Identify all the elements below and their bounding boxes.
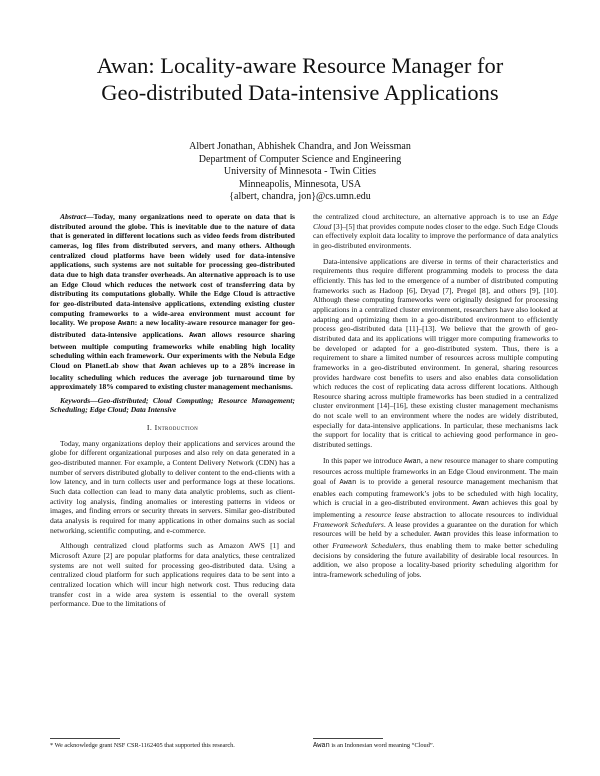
right-p2-framework-schedulers-2: Framework Schedulers: [332, 541, 405, 550]
author-block: [100, 141, 500, 204]
author-department: Department of Computer Science and Engineering: [198, 153, 402, 165]
right-p2-text-a: In this paper we introduce: [323, 455, 405, 465]
title-line-1: Awan: Locality-aware Resource Manager for: [96, 53, 504, 78]
abstract-text-2: : a new locality-aware resource manager for geo-distributed data-intensive applications.: [50, 318, 295, 339]
keywords: [50, 396, 295, 415]
right-p2-text-c: is to provide a general resource management mechanism that enables each computing framework’s jobs to be scheduled with high locality, which is crucial in a geo-distributed environment.: [313, 477, 558, 508]
abstract-text-3: allows resource sharing between multiple computing frameworks while enabling high locality scheduling within each framework. Our experiments with the Nebula Edge Cloud on PlanetLab show that: [50, 329, 295, 370]
right-paragraph-1: Data-intensive applications are diverse in terms of their characteristics and requirements thus require different programming models to process the data efficiently. This has led to the emergence of a number of distributed computing frameworks such as Hadoop [6], Dryad [7], Pregel [8], and others [9], [10]. Although these computing frameworks were originally designed for processing applications in a centralized cluster environment, researchers have also looked at adapting and optimizing them in a geo-distributed environment to efficiently process geo-distributed data [11]–[13]. We believe that the growth of geo-distributed data and its applications will trigger more computing frameworks to be developed or adapted for a geo-distributed system. Thus, there is a requirement to share a limited number of resources across multiple computing frameworks in a geo-distributed environment. In general, sharing resources provides hardware cost benefits to users and also enables data consolidation which reduces the cost of replicating data across different locations. Although Resource sharing across multiple frameworks has been studied in a centralized cluster environment [14]–[16], these existing cluster management mechanisms do not scale well to an environment where the nodes are widely distributed, especially for data-intensive applications. In particular, these mechanisms lack the support for locality that is critical to achieving good performance in geo-distributed settings.: [313, 256, 558, 450]
keywords-label: Keywords: [60, 395, 91, 405]
right-p2-text-e: abstraction to allocate resources to individual: [409, 510, 558, 520]
section-title: Introduction: [154, 423, 199, 433]
right-p2-awan-2: Awan: [339, 479, 357, 488]
footnote-right-text: is an Indonesian word meaning “Cloud”.: [329, 742, 435, 749]
right-p2-text-f: . A lease provides a guarantee on the duration for which resources will be held by a scheduler.: [313, 519, 558, 539]
right-p0-edge-cloud: Edge Cloud: [313, 212, 558, 231]
right-p2-awan-4: Awan: [433, 531, 451, 540]
title-line-2: Geo-distributed Data-intensive Applications: [101, 80, 499, 105]
footnote-awan: Awan: [313, 742, 330, 750]
footnote-right: [313, 742, 558, 750]
intro-paragraph-1: Today, many organizations deploy their applications and services around the globe for different organizational purposes and also rely on data generated in a geo-distributed manner. For example, a Content Delivery Network (CDN) has a number of servers distributed globally to deliver content to the end-clients with a low latency, and in turn collects user and performance logs at these locations. Such data collection can lead to many data analytic problems, such as client-activity log analysis, finding anomalies or interesting patterns in videos or images, and finding errors or security threats in servers. Similar geo-distributed data analysis is required for many applications in other domains such as social networking, scientific computing, and e-commerce.: [50, 438, 295, 535]
right-p2-awan-3: Awan: [472, 500, 489, 509]
right-p2-text-g: provides this lease information to other: [313, 529, 559, 550]
author-names: Albert Jonathan, Abhishek Chandra, and Jon Weissman: [189, 141, 411, 152]
abstract-dash: —: [86, 212, 94, 221]
right-p2-framework-schedulers: Framework Schedulers: [313, 519, 384, 529]
paper-title: [40, 52, 560, 106]
right-p2-text-b: , a new resource manager to share computing resources across multiple frameworks in an Edge Cloud environment. The main goal of: [313, 455, 558, 487]
intro-paragraph-2: Although centralized cloud platforms such as Amazon AWS [1] and Microsoft Azure [2] are popular platforms for data analytics, these centralized systems are not well suited for processing geo-distributed data. Using a centralized cloud platform for such applications requires data to be sent into a centralized location which will incur high network cost. Thus reducing data transfer cost in a wide area system is essential to the overall system performance. Due to the limitations of: [50, 541, 295, 609]
right-p2-text-d: achieves this goal by implementing a: [313, 498, 558, 520]
left-column: [50, 212, 295, 609]
author-university: University of Minnesota - Twin Cities: [223, 166, 377, 177]
right-p0-text-a: the centralized cloud architecture, an alternative approach is to use an: [313, 212, 543, 221]
abstract-text-1: Today, many organizations need to operate on data that is distributed around the globe. This is inevitable due to the nature of data that is generated in different locations such as video feeds from distributed cameras, log files from distributed servers, and many others. Although centralized cloud platforms have been widely used for data-intensive applications, such systems are not suitable for processing geo-distributed data due to high data transfer overheads. An alternative approach is to use an Edge Cloud which reduces the network cost of transferring data by distributing its computations globally. While the Edge Cloud is attractive for geo-distributed data-intensive applications, extending existing cluster computing frameworks to a wide-area environment must account for locality. We propose: [50, 212, 295, 328]
abstract-label: Abstract: [60, 212, 86, 221]
footnote-left: * We acknowledge grant NSF CSR-1162405 that supported this research.: [50, 742, 235, 749]
abstract-awan-2: Awan: [189, 331, 206, 340]
abstract-awan-3: Awan: [159, 362, 176, 371]
keywords-text: —Geo-distributed; Cloud Computing; Resource Management; Scheduling; Edge Cloud; Data Intensive: [50, 395, 295, 415]
abstract-text-4: achieves up to a 28% increase in locality scheduling which reduces the average job turnaround time by approximately 18% compared to existing cluster management mechanisms.: [50, 360, 295, 392]
right-p2-resource-lease: resource lease: [365, 510, 410, 520]
right-p0-text-c: [3]–[5] that provides compute nodes closer to the edge. Such Edge Clouds can effectively exploit data locality to improve the performance of data analytics in geo-distributed environments.: [313, 221, 558, 250]
right-paragraph-0: [313, 212, 558, 251]
author-email: {albert, chandra, jon}@cs.umn.edu: [229, 191, 371, 202]
author-city: Minneapolis, Minnesota, USA: [238, 178, 362, 190]
right-p2-text-h: , thus enabling them to make better scheduling decisions by considering the future availability of desirable local resources. In addition, we also propose a locality-based priority scheduling algorithm for intra-framework scheduling of jobs.: [313, 541, 558, 579]
footnote-rule-right: [313, 738, 383, 739]
abstract: [50, 212, 295, 392]
right-column: [313, 212, 558, 580]
abstract-awan-1: Awan: [117, 320, 135, 329]
right-p2-awan-1: Awan: [404, 457, 421, 466]
section-heading: [50, 423, 295, 433]
footnote-rule-left: [50, 738, 120, 739]
right-paragraph-2: [313, 456, 558, 580]
section-number: I.: [146, 423, 153, 433]
